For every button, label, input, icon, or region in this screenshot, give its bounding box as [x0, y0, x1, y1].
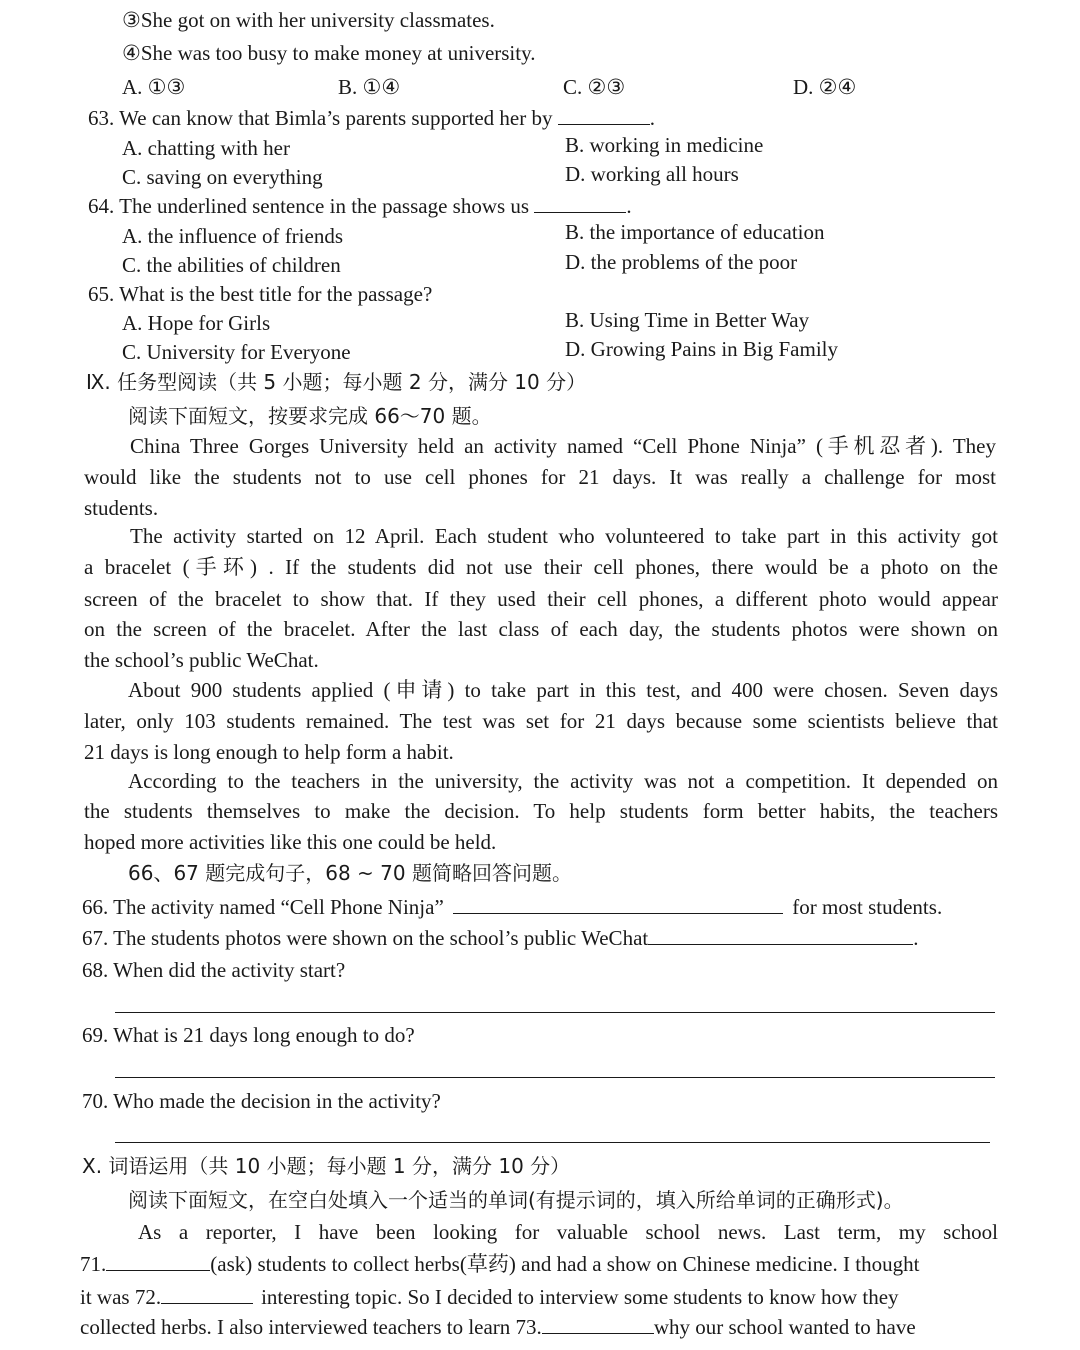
passage-line: would like the students not to use cell phones for 21 days. It was really a challenge for most	[84, 465, 996, 489]
passage-line: hoped more activities like this one could be held.	[84, 830, 497, 854]
answer-line-69[interactable]	[115, 1077, 995, 1078]
q63-option-d: D. working all hours	[565, 162, 739, 186]
passage-line: As a reporter, I have been looking for valuable school news. Last term, my school	[138, 1220, 998, 1244]
q64-option-b: B. the importance of education	[565, 220, 825, 244]
answer-blank-71[interactable]	[106, 1252, 210, 1271]
option-4: ④She was too busy to make money at university.	[122, 41, 536, 65]
q63-option-a: A. chatting with her	[122, 136, 290, 160]
question-stem: The underlined sentence in the passage shows us	[119, 194, 530, 218]
question-number: 63.	[88, 106, 115, 130]
q64-option-a: A. the influence of friends	[122, 224, 344, 248]
question-65	[88, 280, 432, 308]
question-text: 66. The activity named “Cell Phone Ninja”	[82, 895, 444, 919]
choice-a: A. ①③	[122, 75, 186, 99]
blank-number: 71.	[80, 1252, 107, 1276]
question-text-end: .	[913, 926, 919, 950]
answer-blank-73[interactable]	[542, 1315, 654, 1334]
question-stem: We can know that Bimla’s parents supported her by	[119, 106, 553, 130]
question-67	[82, 924, 918, 952]
passage-line: 21 days is long enough to help form a habit.	[84, 740, 454, 764]
passage-line: About 900 students applied (申请) to take part in this test, and 400 were chosen. Seven days	[128, 678, 998, 702]
task-instruction: 66、67 题完成句子，68 ~ 70 题简略回答问题。	[128, 861, 572, 885]
question-68: 68. When did the activity start?	[82, 958, 346, 982]
passage-line: screen of the bracelet to show that. If they used their cell phones, a different photo would appear	[84, 587, 998, 611]
passage-line: According to the teachers in the university, the activity was not a competition. It depended on	[128, 769, 998, 793]
cloze-line-72	[80, 1283, 899, 1311]
question-66	[82, 893, 942, 921]
section-10-heading: X. 词语运用（共 10 小题；每小题 1 分，满分 10 分）	[82, 1154, 571, 1178]
cloze-line-71	[80, 1250, 919, 1278]
section-9-instruction: 阅读下面短文，按要求完成 66～70 题。	[128, 404, 492, 428]
question-end: .	[649, 106, 655, 130]
option-3: ③She got on with her university classmates.	[122, 8, 495, 32]
question-stem: What is the best title for the passage?	[119, 282, 433, 306]
passage-line: China Three Gorges University held an activity named “Cell Phone Ninja” (手机忍者). They	[130, 434, 996, 458]
cloze-line-73	[80, 1313, 916, 1341]
answer-blank[interactable]	[558, 106, 650, 125]
answer-blank-72[interactable]	[161, 1285, 253, 1304]
passage-line: The activity started on 12 April. Each student who volunteered to take part in this activity got	[130, 524, 998, 548]
choice-d: D. ②④	[793, 75, 857, 99]
line-text: (ask) students to collect herbs(草药) and had a show on Chinese medicine. I thought	[210, 1252, 920, 1276]
answer-blank[interactable]	[648, 926, 913, 945]
q63-option-b: B. working in medicine	[565, 133, 764, 157]
passage-line: the school’s public WeChat.	[84, 648, 319, 672]
passage-line: a bracelet (手环) . If the students did not use their cell phones, there would be a photo on the	[84, 555, 998, 579]
question-end: .	[626, 194, 632, 218]
q65-option-b: B. Using Time in Better Way	[565, 308, 810, 332]
section-9-heading: Ⅸ. 任务型阅读（共 5 小题；每小题 2 分，满分 10 分）	[86, 370, 587, 394]
passage-line: the students themselves to make the decision. To help students form better habits, the teachers	[84, 799, 998, 823]
line-text: why our school wanted to have	[653, 1315, 916, 1339]
q65-option-a: A. Hope for Girls	[122, 311, 271, 335]
question-number: 65.	[88, 282, 115, 306]
q64-option-d: D. the problems of the poor	[565, 250, 798, 274]
section-10-instruction: 阅读下面短文，在空白处填入一个适当的单词(有提示词的，填入所给单词的正确形式)。	[128, 1188, 904, 1212]
answer-line-68[interactable]	[115, 1012, 995, 1013]
passage-line: later, only 103 students remained. The test was set for 21 days because some scientists believe that	[84, 709, 998, 733]
passage-line: students.	[84, 496, 159, 520]
answer-line-70[interactable]	[115, 1142, 990, 1143]
question-63	[88, 104, 655, 132]
line-text-start: it was 72.	[80, 1285, 162, 1309]
line-text: interesting topic. So I decided to interview some students to know how they	[261, 1285, 899, 1309]
question-text: 67. The students photos were shown on the school’s public WeChat	[82, 926, 649, 950]
q63-option-c: C. saving on everything	[122, 165, 323, 189]
q65-option-d: D. Growing Pains in Big Family	[565, 337, 839, 361]
question-text-end: for most students.	[792, 895, 943, 919]
question-64	[88, 192, 632, 220]
passage-line: on the screen of the bracelet. After the last class of each day, the students photos were shown on	[84, 617, 998, 641]
line-text-start: collected herbs. I also interviewed teachers to learn 73.	[80, 1315, 542, 1339]
answer-blank[interactable]	[453, 895, 783, 914]
choice-c: C. ②③	[563, 75, 626, 99]
answer-blank[interactable]	[534, 194, 626, 213]
q64-option-c: C. the abilities of children	[122, 253, 341, 277]
question-number: 64.	[88, 194, 115, 218]
question-69: 69. What is 21 days long enough to do?	[82, 1023, 415, 1047]
q65-option-c: C. University for Everyone	[122, 340, 351, 364]
question-70: 70. Who made the decision in the activity?	[82, 1089, 441, 1113]
choice-b: B. ①④	[338, 75, 401, 99]
